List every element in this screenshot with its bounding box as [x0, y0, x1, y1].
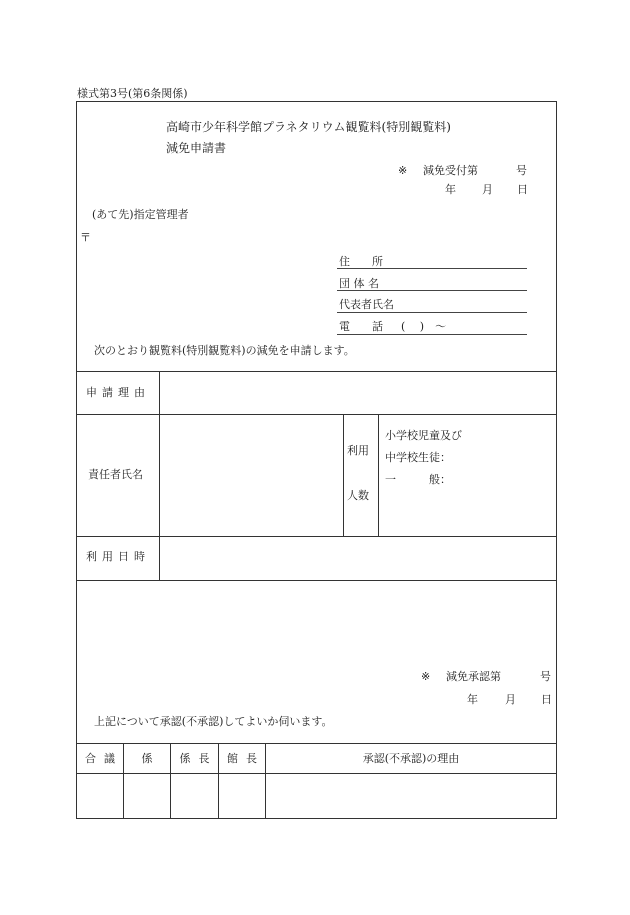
- usage-datetime-label: 利用日時: [86, 550, 150, 563]
- approval-date-month: 月: [505, 693, 516, 706]
- form-title: 高崎市少年科学館プラネタリウム観覧料(特別観覧料): [166, 120, 451, 134]
- responsible-person-field[interactable]: [165, 420, 337, 530]
- form-subtitle: 減免申請書: [166, 141, 227, 155]
- reception-mark: ※: [398, 164, 408, 177]
- phone-field[interactable]: [337, 334, 527, 335]
- approval-reason-field[interactable]: [267, 775, 554, 816]
- postal-mark: 〒: [80, 231, 91, 244]
- staff-header: 係: [141, 752, 153, 765]
- usage-count-label-1: 利用: [347, 444, 369, 457]
- reception-date-month: 月: [482, 183, 493, 196]
- approval-mark: ※: [421, 670, 431, 683]
- reason-field[interactable]: [165, 378, 551, 408]
- frame-top: [76, 101, 557, 102]
- representative-field[interactable]: [337, 312, 527, 313]
- approval-date-day: 日: [541, 693, 552, 706]
- address-label: 住 所: [339, 255, 383, 268]
- reception-date-year: 年: [445, 183, 456, 196]
- approval-reason-header: 承認(不承認)の理由: [362, 752, 460, 765]
- frame-bottom: [76, 818, 557, 819]
- approval-label: 減免承認第: [446, 670, 501, 683]
- frame-left: [76, 101, 77, 818]
- usage-label-right-rule: [378, 414, 379, 536]
- phone-label: 電 話: [339, 320, 383, 333]
- director-stamp-box[interactable]: [220, 775, 263, 816]
- reason-label: 申請理由: [86, 386, 150, 399]
- usage-category: 小学校児童及び: [385, 429, 462, 442]
- section-chief-stamp-box[interactable]: [172, 775, 216, 816]
- table-rule-3: [76, 536, 557, 537]
- usage-category: 中学校生徒：: [385, 451, 451, 464]
- usage-count-label-2: 人数: [347, 489, 369, 502]
- consultation-stamp-box[interactable]: [78, 775, 121, 816]
- form-label: 様式第3号(第6条関係): [77, 87, 188, 100]
- table-rule-1: [76, 371, 557, 372]
- group-name-field[interactable]: [337, 290, 527, 291]
- usage-category: 一 般：: [385, 473, 451, 486]
- consultation-header: 合議: [85, 752, 123, 765]
- responsible-person-label: 責任者氏名: [88, 468, 143, 481]
- addressee: (あて先)指定管理者: [92, 208, 189, 221]
- footer-rule-top: [76, 743, 557, 744]
- phone-format: ( ) ～: [401, 320, 447, 333]
- request-statement: 次のとおり観覧料(特別観覧料)の減免を申請します。: [94, 344, 355, 357]
- approval-date-year: 年: [467, 693, 478, 706]
- approval-number-suffix: 号: [540, 670, 551, 683]
- usage-datetime-field[interactable]: [165, 543, 551, 573]
- usage-label-left-rule: [343, 414, 344, 536]
- reception-label: 減免受付第: [423, 164, 478, 177]
- section-chief-header: 係長: [179, 752, 218, 765]
- staff-stamp-box[interactable]: [125, 775, 168, 816]
- address-field[interactable]: [337, 268, 527, 269]
- footer-rule-middle: [76, 773, 557, 774]
- table-rule-4: [76, 580, 557, 581]
- director-header: 館長: [227, 752, 265, 765]
- table-label-column-rule: [159, 371, 160, 580]
- representative-label: 代表者氏名: [339, 298, 394, 311]
- frame-right: [556, 101, 557, 818]
- table-rule-2: [76, 414, 557, 415]
- approval-statement: 上記について承認(不承認)してよいか伺います。: [94, 715, 333, 728]
- reception-date-day: 日: [517, 183, 528, 196]
- group-name-label: 団 体 名: [339, 277, 379, 290]
- reception-number-suffix: 号: [516, 164, 527, 177]
